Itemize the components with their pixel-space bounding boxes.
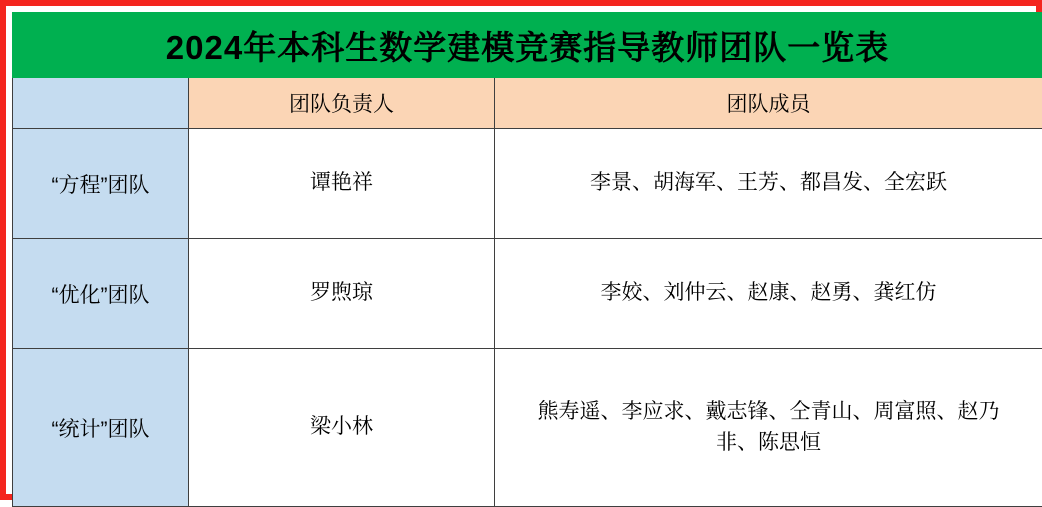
team-leader: 梁小林 [189, 349, 495, 507]
team-leader: 谭艳祥 [189, 129, 495, 239]
team-name: “统计”团队 [13, 349, 189, 507]
page-title: 2024年本科生数学建模竞赛指导教师团队一览表 [13, 13, 1042, 78]
table-header-row [13, 78, 1042, 129]
table-title-row [13, 13, 1042, 78]
table-row [13, 349, 1042, 507]
teacher-team-table [12, 12, 1042, 507]
table-row [13, 129, 1042, 239]
column-header-leader: 团队负责人 [189, 78, 495, 129]
team-name: “优化”团队 [13, 239, 189, 349]
table-container [12, 12, 1042, 500]
team-members: 李景、胡海军、王芳、都昌发、全宏跃 [495, 129, 1042, 239]
column-header-members: 团队成员 [495, 78, 1042, 129]
team-name: “方程”团队 [13, 129, 189, 239]
table-row [13, 239, 1042, 349]
team-members: 李姣、刘仲云、赵康、赵勇、龚红仿 [495, 239, 1042, 349]
column-header-team [13, 78, 189, 129]
team-leader: 罗煦琼 [189, 239, 495, 349]
team-members: 熊寿遥、李应求、戴志锋、仝青山、周富照、赵乃非、陈思恒 [495, 349, 1042, 507]
